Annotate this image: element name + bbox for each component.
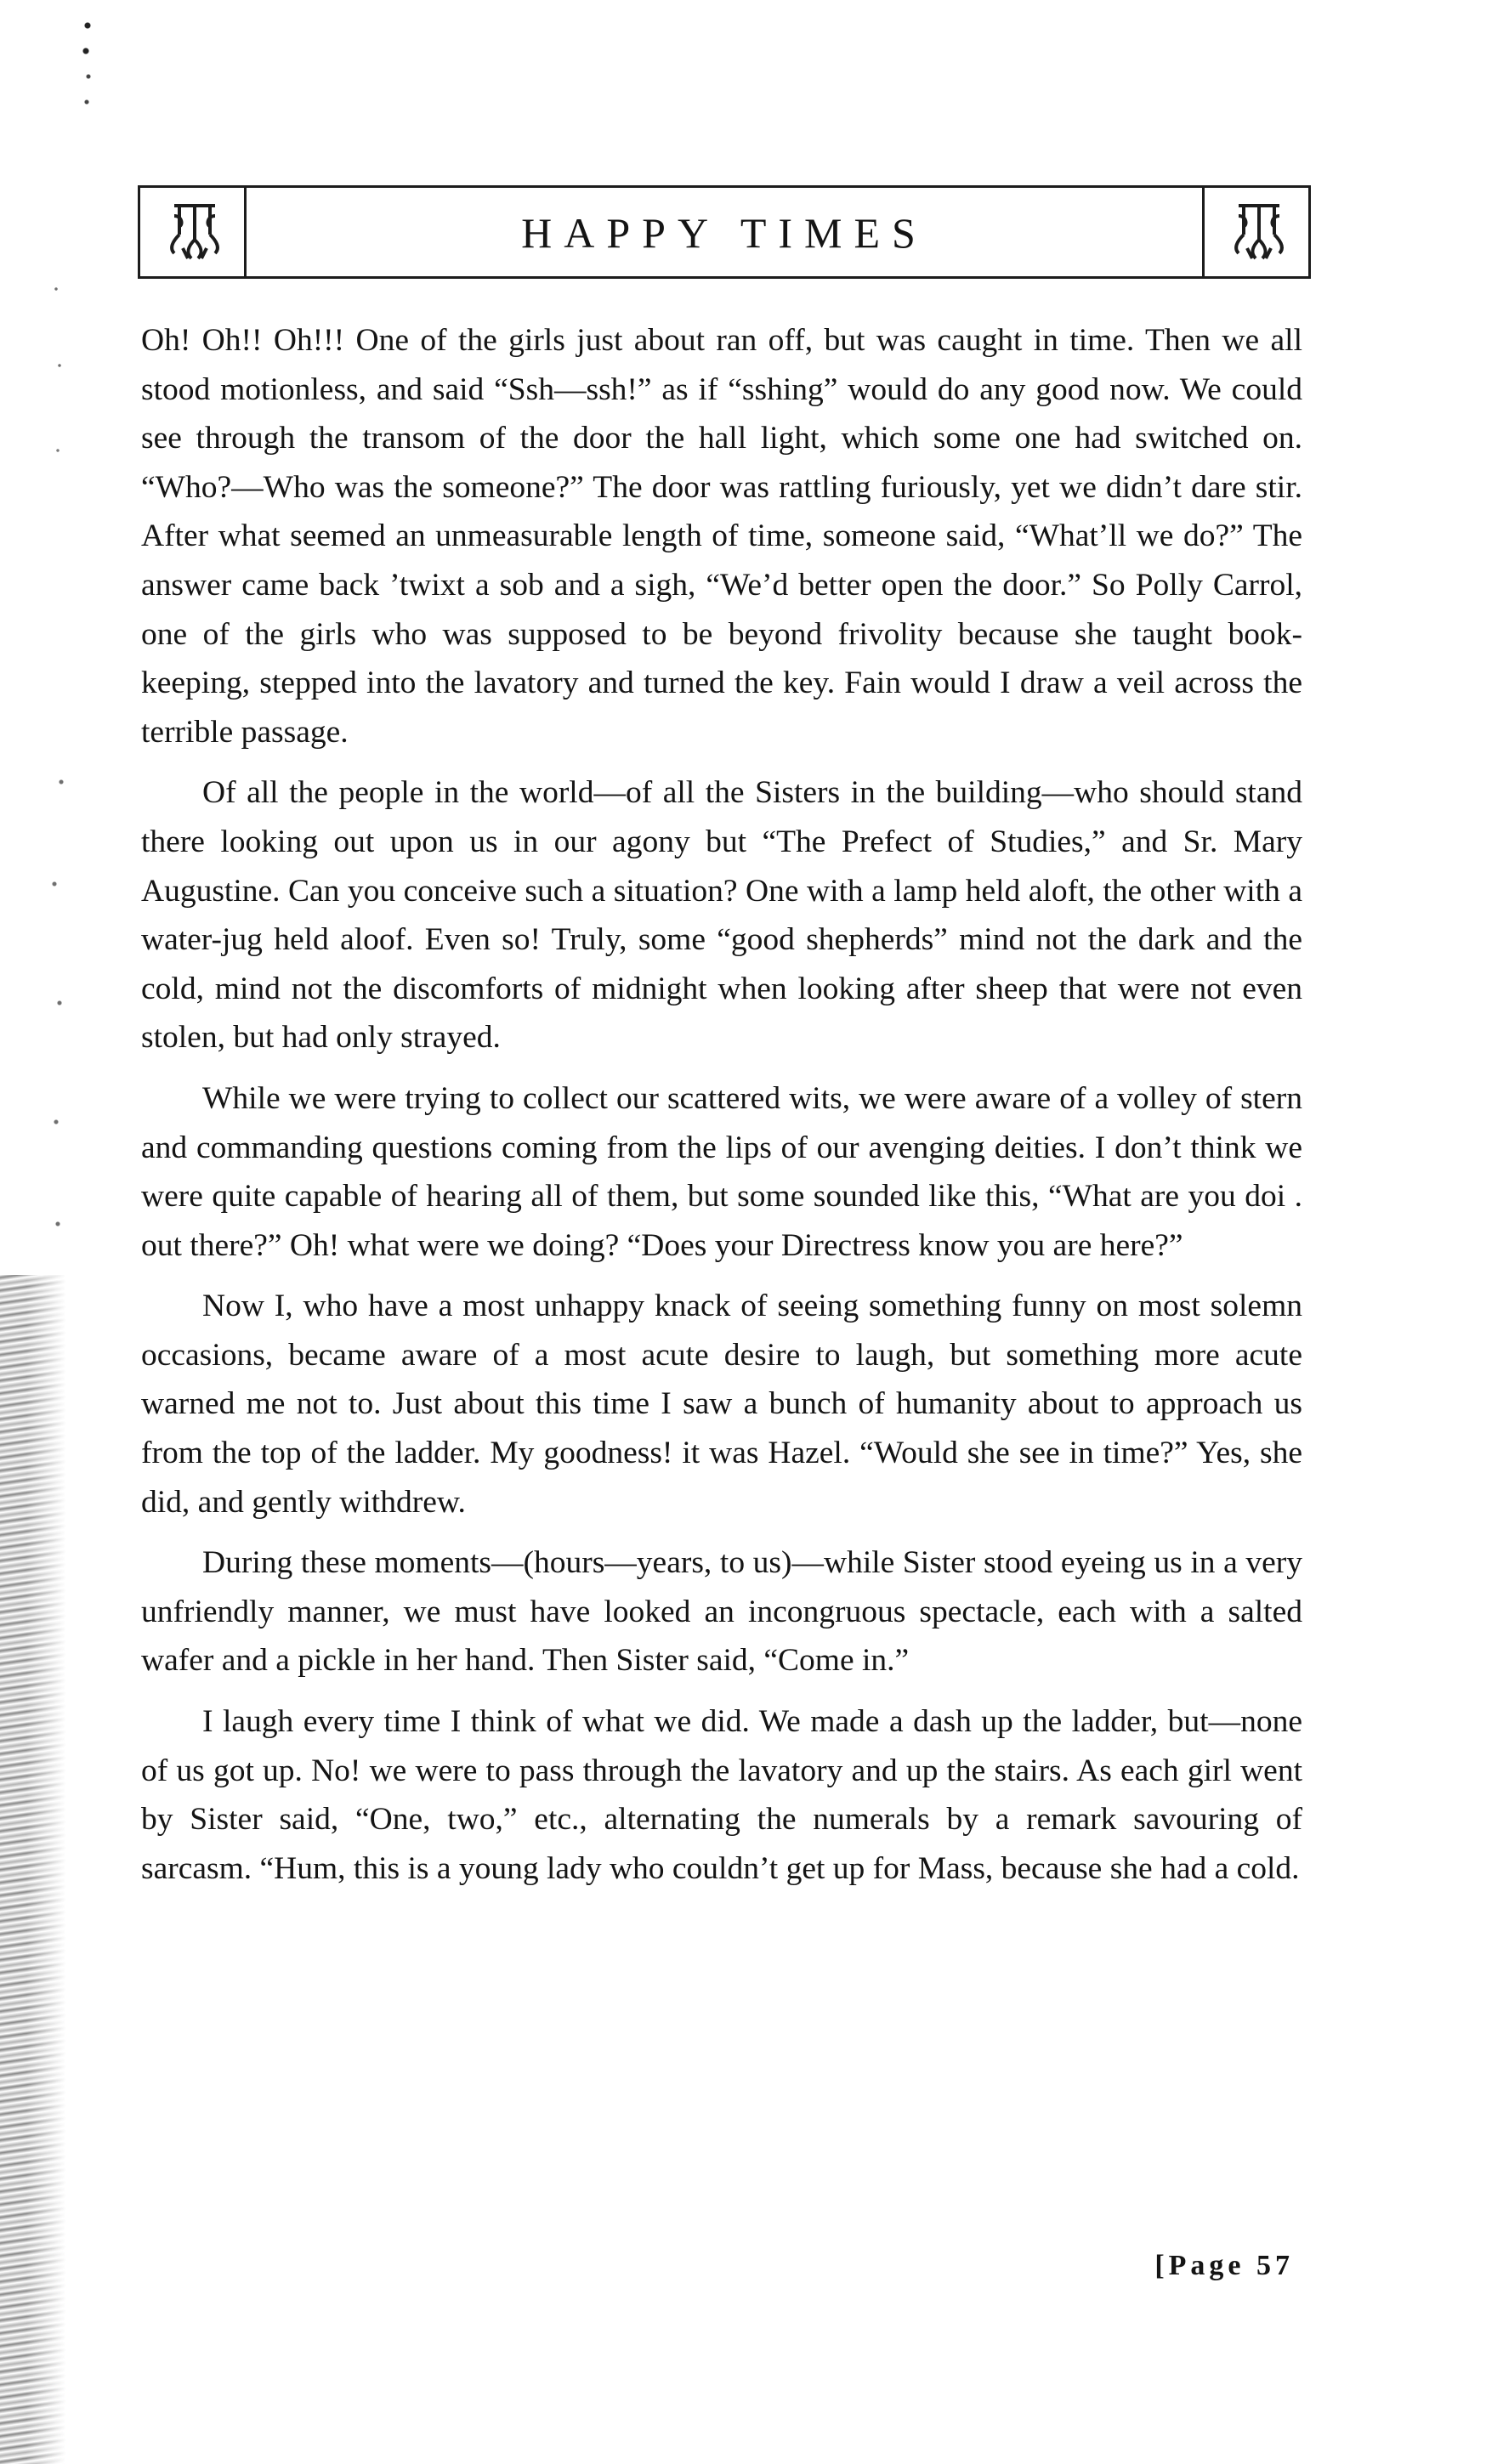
paragraph: Oh! Oh!! Oh!!! One of the girls just about ran off, but was caught in time. Then we all stood motionless, and said “Ssh—ssh!” as if “sshing” would do any good now. We could see through the transom of the door the hall light, which some one had switched on. “Who?—Who was the someone?” The door was rattling furiously, yet we didn’t dare stir. After what seemed an unmeasurable length of time, someone said, “What’ll we do?” The answer came back ’twixt a sob and a sigh, “We’d better open the door.” So Polly Carrol, one of the girls who was supposed to be beyond frivolity because she taught book-keeping, stepped into the lavatory and turned the key. Fain would I draw a veil across the terrible passage. <box>141 323 1302 750</box>
fleur-emblem-icon <box>1227 197 1291 267</box>
paragraph: During these moments—(hours—years, to us)—while Sister stood eyeing us in a very unfriendly manner, we must have looked an incongruous spectacle, each with a salted wafer and a pickle in her hand. Then Sister said, “Come in.” <box>141 1545 1302 1679</box>
running-header <box>138 185 1311 279</box>
paragraph: Now I, who have a most unhappy knack of seeing something funny on most solemn occasions, became aware of a most acute desire to laugh, but something more acute warned me not to. Just about this time I saw a bunch of humanity about to approach us from the top of the ladder. My goodness! it was Hazel. “Would she see in time?” Yes, she did, and gently withdrew. <box>141 1289 1302 1520</box>
scan-artifact <box>82 17 94 119</box>
header-right-ornament-box <box>1202 185 1311 279</box>
binding-specks <box>48 272 73 1292</box>
paragraph: Of all the people in the world—of all the Sisters in the building—who should stand there looking out upon us in our agony but “The Prefect of Studies,” and Sr. Mary Augustine. Can you conceive such a situation? One with a lamp held aloft, the other with a water-jug held aloof. Even so! Truly, some “good shepherds” mind not the dark and the cold, mind not the discomforts of midnight when looking after sheep that were not even stolen, but had only strayed. <box>141 775 1302 1056</box>
header-left-ornament-box <box>138 185 247 279</box>
page-number: [Page 57 <box>1154 2250 1294 2281</box>
fleur-emblem-icon <box>162 197 227 267</box>
header-title: HAPPY TIMES <box>521 209 927 257</box>
paragraph: I laugh every time I think of what we did. We made a dash up the ladder, but—none of us got up. No! we were to pass through the lavatory and up the stairs. As each girl went by Sister said, “One, two,” etc., alternating the numerals by a remark savouring of sarcasm. “Hum, this is a young lady who couldn’t get up for Mass, because she had a cold. <box>141 1704 1302 1886</box>
binding-edge <box>0 1275 66 2464</box>
body-text <box>141 316 1302 1905</box>
header-top-rule <box>138 185 1311 188</box>
paragraph: While we were trying to collect our scattered wits, we were aware of a volley of stern and commanding questions coming from the lips of our avenging deities. I don’t think we were quite capable of hearing all of them, but some sounded like this, “What are you doi . out there?” Oh! what were we doing? “Does your Directress know you are here?” <box>141 1080 1302 1263</box>
header-bottom-rule <box>138 276 1311 279</box>
